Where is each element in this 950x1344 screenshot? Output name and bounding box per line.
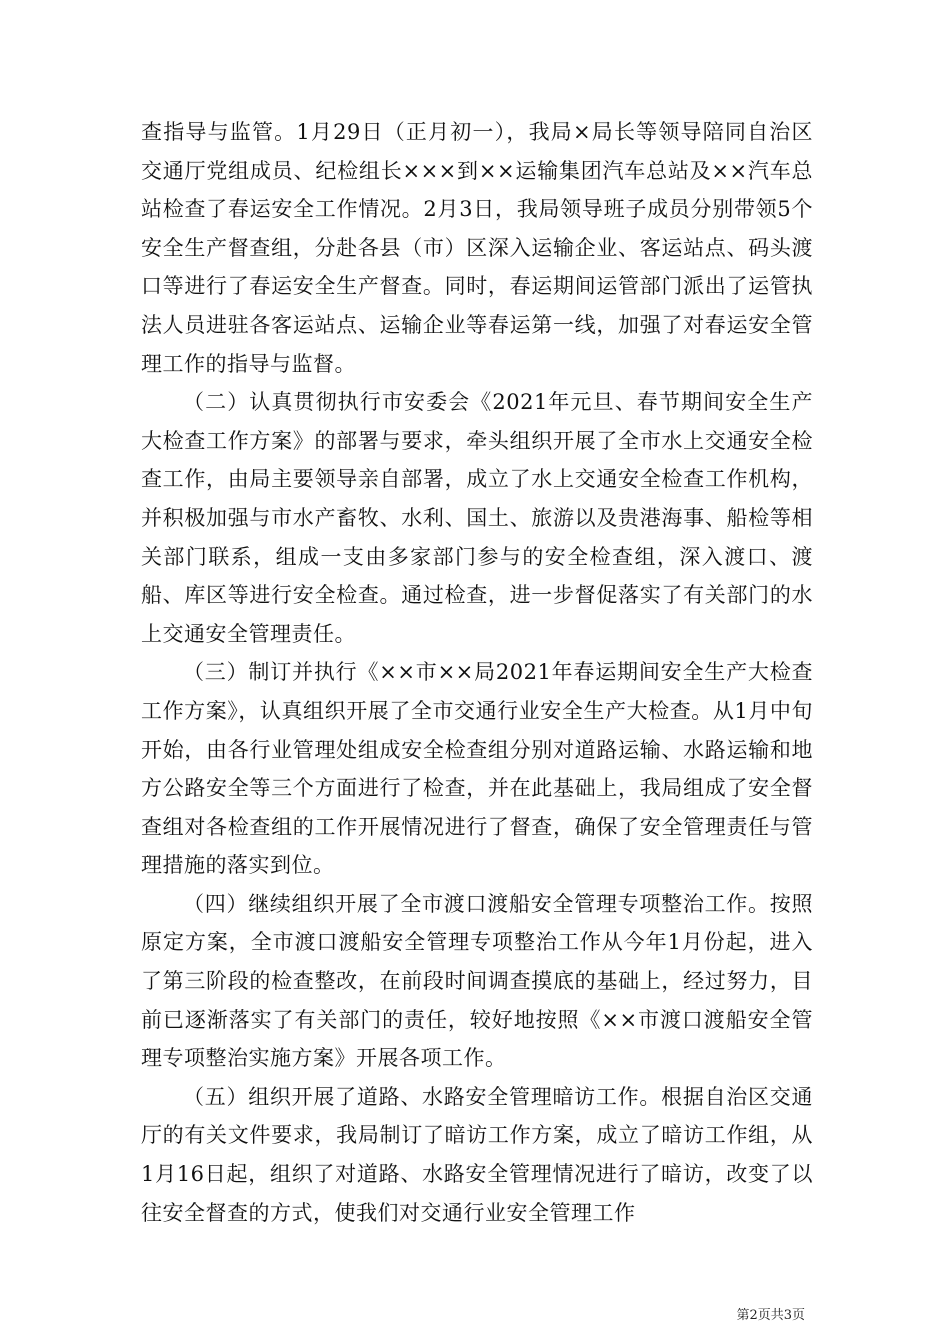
- document-body: [141, 113, 813, 1232]
- paragraph-section-3: （三）制订并执行《××市××局2021年春运期间安全生产大检查工作方案》，认真组织开展了全市交通行业安全生产大检查。从1月中旬开始，由各行业管理处组成安全检查组分别对道路运输、水路运输和地方公路安全等三个方面进行了检查，并在此基础上，我局组成了安全督查组对各检查组的工作开展情况进行了督查，确保了安全管理责任与管理措施的落实到位。: [141, 660, 813, 878]
- paragraph-continuation: 查指导与监管。1月29日（正月初一），我局×局长等领导陪同自治区交通厅党组成员、纪检组长×××到××运输集团汽车总站及××汽车总站检查了春运安全工作情况。2月3日，我局领导班子成员分别带领5个安全生产督查组，分赴各县（市）区深入运输企业、客运站点、码头渡口等进行了春运安全生产督查。同时，春运期间运管部门派出了运管执法人员进驻各客运站点、运输企业等春运第一线，加强了对春运安全管理工作的指导与监督。: [141, 120, 813, 376]
- paragraph-section-4: （四）继续组织开展了全市渡口渡船安全管理专项整治工作。按照原定方案，全市渡口渡船安全管理专项整治工作从今年1月份起，进入了第三阶段的检查整改，在前段时间调查摸底的基础上，经过努力，目前已逐渐落实了有关部门的责任，较好地按照《××市渡口渡船安全管理专项整治实施方案》开展各项工作。: [141, 891, 813, 1071]
- paragraph-section-2: （二）认真贯彻执行市安委会《2021年元旦、春节期间安全生产大检查工作方案》的部署与要求，牵头组织开展了全市水上交通安全检查工作，由局主要领导亲自部署，成立了水上交通安全检查工作机构，并积极加强与市水产畜牧、水利、国土、旅游以及贵港海事、船检等相关部门联系，组成一支由多家部门参与的安全检查组，深入渡口、渡船、库区等进行安全检查。通过检查，进一步督促落实了有关部门的水上交通安全管理责任。: [141, 390, 813, 646]
- page-number: 第2页共3页: [736, 1308, 805, 1323]
- paragraph-section-5: （五）组织开展了道路、水路安全管理暗访工作。根据自治区交通厅的有关文件要求，我局制订了暗访工作方案，成立了暗访工作组，从1月16日起，组织了对道路、水路安全管理情况进行了暗访，改变了以往安全督查的方式，使我们对交通行业安全管理工作: [141, 1084, 813, 1225]
